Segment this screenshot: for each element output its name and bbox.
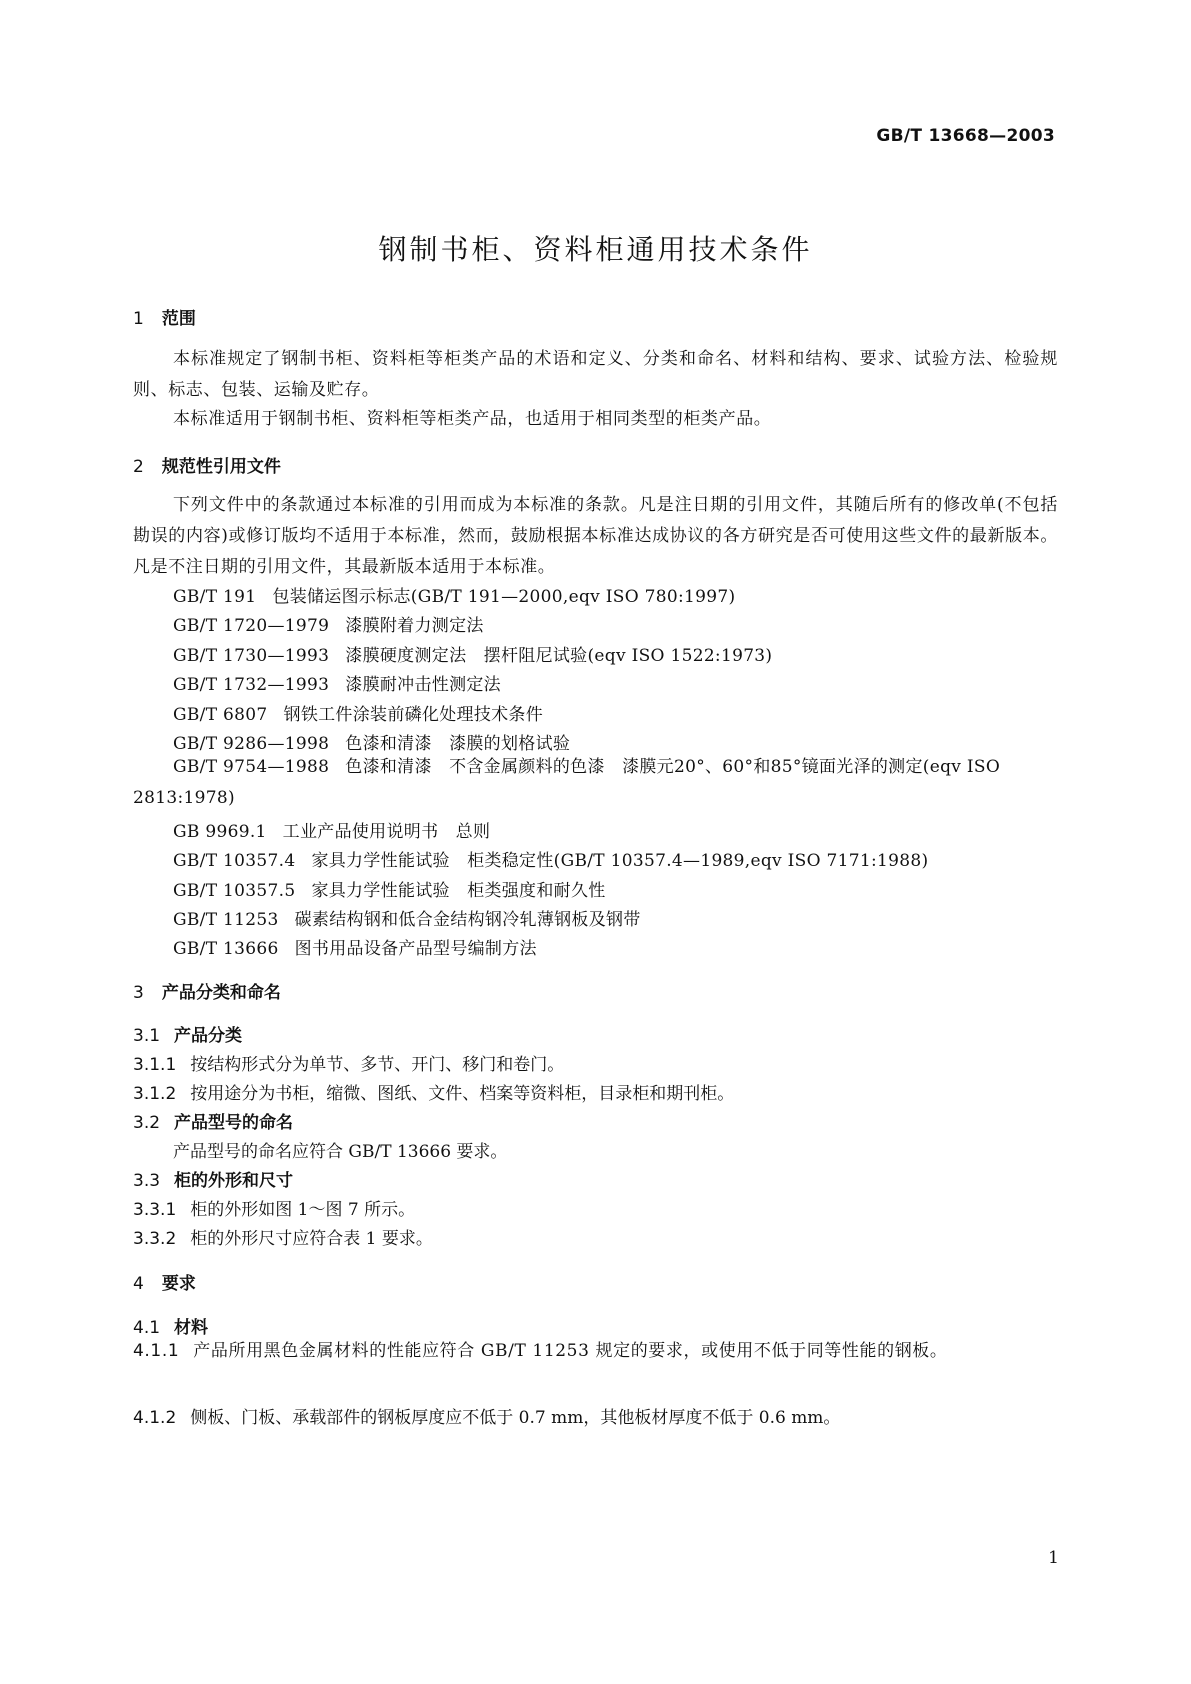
clause-text: 柜的外形尺寸应符合表 1 要求。 — [190, 1229, 433, 1249]
clause-4-1-2 — [133, 1403, 840, 1428]
reference-item — [173, 670, 501, 695]
section-2-paragraph-1: 下列文件中的条款通过本标准的引用而成为本标准的条款。凡是注日期的引用文件，其随后所有的修改单(不包括勘误的内容)或修订版均不适用于本标准，然而，鼓励根据本标准达成协议的各方研究是否可使用这些文件的最新版本。凡是不注日期的引用文件，其最新版本适用于本标准。 — [133, 495, 1058, 577]
reference-code: GB/T 1720—1979 — [173, 616, 330, 636]
reference-code: GB/T 1730—1993 — [173, 646, 330, 666]
section-title: 产品分类和命名 — [161, 983, 281, 1003]
reference-code: GB 9969.1 — [173, 822, 267, 842]
clause-number: 3.3.2 — [133, 1229, 177, 1249]
clause-number: 3.1 — [133, 1026, 161, 1046]
reference-item — [173, 905, 641, 930]
clause-number: 4.1 — [133, 1318, 161, 1338]
document-title: 钢制书柜、资料柜通用技术条件 — [378, 233, 813, 266]
clause-text: 按用途分为书柜，缩微、图纸、文件、档案等资料柜，目录柜和期刊柜。 — [190, 1084, 735, 1104]
reference-title: 家具力学性能试验 柜类稳定性(GB/T 10357.4—1989,eqv ISO 7171:1988) — [311, 851, 929, 871]
section-number: 1 — [133, 309, 144, 329]
clause-4-1-1 — [133, 1336, 1058, 1367]
section-4-heading — [133, 1269, 196, 1294]
reference-title: 漆膜附着力测定法 — [345, 616, 484, 636]
clause-number: 3.2 — [133, 1113, 161, 1133]
reference-item — [173, 582, 735, 607]
reference-item — [173, 641, 772, 666]
reference-item — [173, 846, 928, 871]
clause-3-1-1 — [133, 1050, 564, 1075]
section-title: 范围 — [161, 309, 196, 329]
clause-title: 产品型号的命名 — [174, 1113, 294, 1133]
reference-code: GB/T 13666 — [173, 939, 279, 959]
reference-title: 包装储运图示标志(GB/T 191—2000,eqv ISO 780:1997) — [272, 587, 736, 607]
clause-text: 侧板、门板、承载部件的钢板厚度应不低于 0.7 mm，其他板材厚度不低于 0.6 mm。 — [190, 1408, 841, 1428]
section-1-heading — [133, 304, 196, 329]
section-2-heading — [133, 452, 281, 477]
clause-3-3 — [133, 1166, 293, 1191]
reference-code: GB/T 11253 — [173, 910, 279, 930]
reference-title: 图书用品设备产品型号编制方法 — [294, 939, 537, 959]
clause-number: 3.1.2 — [133, 1084, 177, 1104]
reference-code: GB/T 10357.5 — [173, 881, 296, 901]
clause-3-1-2 — [133, 1079, 734, 1104]
section-title: 规范性引用文件 — [161, 457, 281, 477]
section-1-paragraph-2: 本标准适用于钢制书柜、资料柜等柜类产品，也适用于相同类型的柜类产品。 — [173, 409, 772, 429]
section-3-heading — [133, 978, 281, 1003]
reference-title: 钢铁工件涂装前磷化处理技术条件 — [283, 705, 544, 725]
clause-3-3-2 — [133, 1224, 433, 1249]
clause-title: 产品分类 — [174, 1026, 243, 1046]
standard-id: GB/T 13668—2003 — [876, 126, 1055, 146]
page-number: 1 — [1048, 1548, 1059, 1568]
clause-3-2 — [133, 1108, 293, 1133]
clause-3-2-text: 产品型号的命名应符合 GB/T 13666 要求。 — [173, 1142, 508, 1162]
reference-item — [173, 700, 543, 725]
section-number: 2 — [133, 457, 144, 477]
reference-title: 漆膜硬度测定法 摆杆阻尼试验(eqv ISO 1522:1973) — [345, 646, 773, 666]
reference-code: GB/T 9754—1988 — [173, 757, 330, 777]
reference-title: 色漆和清漆 不含金属颜料的色漆 漆膜元20°、60°和85°镜面光泽的测定(eqv ISO 2813:1978) — [133, 757, 1001, 808]
section-1-paragraph-1: 本标准规定了钢制书柜、资料柜等柜类产品的术语和定义、分类和命名、材料和结构、要求、试验方法、检验规则、标志、包装、运输及贮存。 — [133, 349, 1058, 400]
reference-item — [173, 934, 537, 959]
reference-item — [133, 752, 1058, 814]
clause-number: 3.3.1 — [133, 1200, 177, 1220]
reference-item — [173, 817, 490, 842]
clause-4-1 — [133, 1313, 208, 1338]
reference-title: 漆膜耐冲击性测定法 — [345, 675, 501, 695]
reference-title: 工业产品使用说明书 总则 — [282, 822, 491, 842]
reference-title: 色漆和清漆 漆膜的划格试验 — [345, 734, 571, 754]
reference-code: GB/T 6807 — [173, 705, 268, 725]
reference-item — [173, 876, 606, 901]
reference-title: 家具力学性能试验 柜类强度和耐久性 — [311, 881, 606, 901]
reference-item — [173, 611, 484, 636]
reference-code: GB/T 1732—1993 — [173, 675, 330, 695]
section-number: 4 — [133, 1274, 144, 1294]
reference-item — [173, 729, 570, 754]
reference-code: GB/T 10357.4 — [173, 851, 296, 871]
reference-code: GB/T 9286—1998 — [173, 734, 330, 754]
clause-title: 材料 — [174, 1318, 209, 1338]
section-title: 要求 — [161, 1274, 196, 1294]
reference-code: GB/T 191 — [173, 587, 257, 607]
clause-number: 3.3 — [133, 1171, 161, 1191]
clause-number: 4.1.2 — [133, 1408, 177, 1428]
section-number: 3 — [133, 983, 144, 1003]
clause-number: 3.1.1 — [133, 1055, 177, 1075]
reference-title: 碳素结构钢和低合金结构钢冷轧薄钢板及钢带 — [294, 910, 641, 930]
clause-number: 4.1.1 — [133, 1341, 180, 1361]
clause-text: 按结构形式分为单节、多节、开门、移门和卷门。 — [190, 1055, 565, 1075]
clause-title: 柜的外形和尺寸 — [174, 1171, 294, 1191]
clause-text: 产品所用黑色金属材料的性能应符合 GB/T 11253 规定的要求，或使用不低于同等性能的钢板。 — [193, 1341, 948, 1361]
clause-text: 柜的外形如图 1～图 7 所示。 — [190, 1200, 416, 1220]
clause-3-1 — [133, 1021, 242, 1046]
clause-3-3-1 — [133, 1195, 415, 1220]
